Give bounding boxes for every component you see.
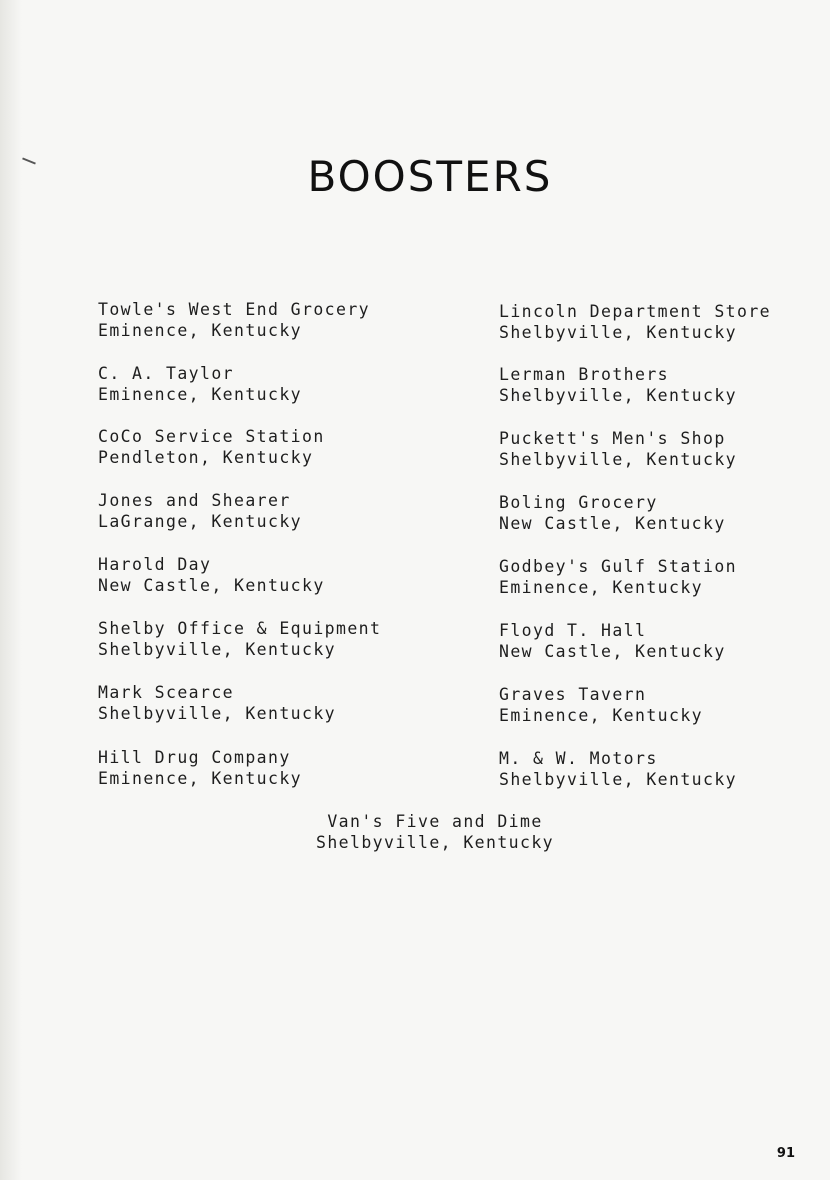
booster-location: Eminence, Kentucky [98, 385, 303, 404]
booster-entry-left-3 [98, 426, 325, 468]
booster-name: CoCo Service Station [98, 427, 325, 446]
booster-entry-left-8 [98, 747, 302, 789]
booster-location: Eminence, Kentucky [98, 769, 303, 788]
booster-location: Shelbyville, Kentucky [499, 770, 738, 789]
booster-name: C. A. Taylor [98, 364, 235, 383]
booster-location: Shelbyville, Kentucky [499, 323, 738, 342]
booster-name: Lerman Brothers [499, 365, 670, 384]
booster-entry-right-6 [499, 620, 726, 662]
booster-entry-left-6 [98, 618, 381, 660]
booster-location: Shelbyville, Kentucky [98, 704, 337, 723]
booster-name: Graves Tavern [499, 685, 647, 704]
booster-entry-right-5 [499, 556, 737, 598]
booster-name: Jones and Shearer [98, 491, 291, 510]
page-number: 91 [776, 1146, 795, 1161]
booster-location: LaGrange, Kentucky [98, 512, 303, 531]
booster-entry-left-2 [98, 363, 302, 405]
booster-location: Eminence, Kentucky [499, 706, 704, 725]
booster-name: Van's Five and Dime [327, 812, 543, 831]
booster-location: New Castle, Kentucky [499, 642, 726, 661]
booster-name: Towle's West End Grocery [98, 300, 371, 319]
booster-name: Floyd T. Hall [499, 621, 647, 640]
booster-entry-right-3 [499, 428, 737, 470]
booster-location: Pendleton, Kentucky [98, 448, 314, 467]
booster-location: New Castle, Kentucky [98, 576, 325, 595]
booster-entry-right-2 [499, 364, 737, 406]
booster-name: M. & W. Motors [499, 749, 658, 768]
booster-name: Puckett's Men's Shop [499, 429, 726, 448]
booster-name: Boling Grocery [499, 493, 658, 512]
booster-entry-right-4 [499, 492, 726, 534]
booster-name: Hill Drug Company [98, 748, 291, 767]
booster-location: Eminence, Kentucky [499, 578, 704, 597]
booster-entry-right-7 [499, 684, 703, 726]
booster-location: Shelbyville, Kentucky [499, 450, 738, 469]
booster-entry-right-1 [499, 301, 771, 343]
booster-name: Harold Day [98, 555, 212, 574]
booster-location: Shelbyville, Kentucky [98, 640, 337, 659]
booster-name: Mark Scearce [98, 683, 235, 702]
booster-entry-left-4 [98, 490, 302, 532]
booster-entry-centered [250, 811, 620, 853]
booster-location: New Castle, Kentucky [499, 514, 726, 533]
booster-entry-left-1 [98, 299, 370, 341]
page-title: BOOSTERS [307, 152, 553, 201]
booster-entry-left-5 [98, 554, 325, 596]
booster-name: Lincoln Department Store [499, 302, 772, 321]
booster-name: Godbey's Gulf Station [499, 557, 738, 576]
booster-location: Shelbyville, Kentucky [315, 833, 554, 852]
booster-entry-left-7 [98, 682, 336, 724]
booster-name: Shelby Office & Equipment [98, 619, 382, 638]
booster-entry-right-8 [499, 748, 737, 790]
booster-location: Eminence, Kentucky [98, 321, 303, 340]
booster-location: Shelbyville, Kentucky [499, 386, 738, 405]
